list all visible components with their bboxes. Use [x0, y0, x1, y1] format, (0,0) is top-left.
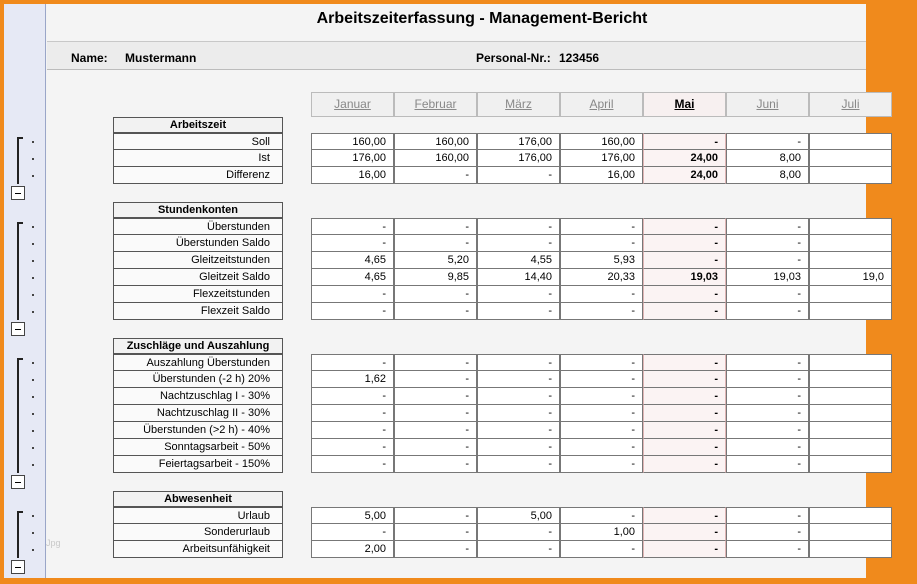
row-label: Nachtzuschlag II - 30% — [113, 405, 283, 422]
value-cell[interactable]: - — [643, 405, 726, 422]
outline-gutter — [4, 4, 46, 578]
report-window — [4, 4, 884, 578]
value-cell[interactable]: - — [311, 405, 394, 422]
value-cell[interactable] — [809, 252, 892, 269]
value-cell[interactable]: - — [726, 405, 809, 422]
value-cell[interactable]: - — [311, 524, 394, 541]
value-cell[interactable]: - — [477, 422, 560, 439]
row-dot — [32, 396, 34, 398]
row-label: Gleitzeit Saldo — [113, 269, 283, 286]
value-cell[interactable]: - — [311, 388, 394, 405]
month-header[interactable]: Juli — [809, 92, 892, 117]
value-cell[interactable]: - — [394, 167, 477, 184]
value-cell[interactable]: - — [643, 456, 726, 473]
group-bracket-tick — [17, 511, 23, 513]
report-title: Arbeitszeiterfassung - Management-Bericht — [316, 10, 648, 27]
row-dot — [32, 532, 34, 534]
row-label: Nachtzuschlag I - 30% — [113, 388, 283, 405]
value-cell[interactable]: - — [477, 354, 560, 371]
value-cell[interactable]: - — [311, 422, 394, 439]
value-cell[interactable]: - — [477, 167, 560, 184]
value-cell[interactable]: - — [726, 456, 809, 473]
value-cell[interactable]: - — [560, 439, 643, 456]
value-cell[interactable]: - — [560, 456, 643, 473]
value-cell[interactable]: 176,00 — [477, 150, 560, 167]
value-cell[interactable]: - — [394, 286, 477, 303]
row-dot — [32, 175, 34, 177]
value-cell[interactable]: - — [394, 235, 477, 252]
value-cell[interactable]: - — [726, 133, 809, 150]
value-cell[interactable]: 1,62 — [311, 371, 394, 388]
value-cell[interactable]: - — [726, 388, 809, 405]
group-bracket-tick — [17, 137, 23, 139]
value-cell[interactable]: - — [643, 133, 726, 150]
value-cell[interactable] — [809, 235, 892, 252]
row-label: Ist — [113, 150, 283, 167]
month-header[interactable]: Februar — [394, 92, 477, 117]
value-cell[interactable]: - — [394, 456, 477, 473]
value-cell[interactable]: - — [726, 354, 809, 371]
value-cell[interactable]: 4,65 — [311, 252, 394, 269]
value-cell[interactable] — [809, 541, 892, 558]
row-label: Flexzeitstunden — [113, 286, 283, 303]
row-dot — [32, 379, 34, 381]
value-cell[interactable]: 176,00 — [477, 133, 560, 150]
value-cell[interactable]: - — [726, 422, 809, 439]
value-cell[interactable]: - — [311, 286, 394, 303]
value-cell[interactable]: - — [560, 354, 643, 371]
row-dot — [32, 311, 34, 313]
row-dot — [32, 294, 34, 296]
value-cell[interactable]: - — [394, 439, 477, 456]
value-cell[interactable] — [809, 286, 892, 303]
value-cell[interactable]: 5,00 — [311, 507, 394, 524]
row-dot — [32, 260, 34, 262]
row-label: Gleitzeitstunden — [113, 252, 283, 269]
value-cell[interactable]: 1,00 — [560, 524, 643, 541]
row-label: Überstunden (-2 h) 20% — [113, 371, 283, 388]
value-cell[interactable]: - — [560, 541, 643, 558]
value-cell[interactable]: - — [560, 286, 643, 303]
value-cell[interactable]: - — [643, 303, 726, 320]
row-label: Auszahlung Überstunden — [113, 354, 283, 371]
value-cell[interactable]: - — [394, 405, 477, 422]
value-cell[interactable]: - — [477, 388, 560, 405]
value-cell[interactable]: - — [643, 507, 726, 524]
value-cell[interactable]: 8,00 — [726, 167, 809, 184]
value-cell[interactable]: 24,00 — [643, 167, 726, 184]
value-cell[interactable]: - — [394, 507, 477, 524]
section-title: Stundenkonten — [113, 202, 283, 218]
collapse-group-button[interactable] — [11, 186, 25, 200]
personal-nr-value: 123456 — [559, 51, 600, 65]
value-cell[interactable]: 160,00 — [394, 133, 477, 150]
row-label: Differenz — [113, 167, 283, 184]
value-cell[interactable] — [809, 150, 892, 167]
group-bracket-tick — [17, 358, 23, 360]
value-cell[interactable]: - — [477, 371, 560, 388]
value-cell[interactable] — [809, 524, 892, 541]
value-cell[interactable]: 2,00 — [311, 541, 394, 558]
value-cell[interactable]: - — [560, 371, 643, 388]
value-cell[interactable]: 16,00 — [560, 167, 643, 184]
month-header[interactable]: Juni — [726, 92, 809, 117]
group-bracket — [17, 511, 19, 558]
watermark: Jpg — [46, 538, 61, 548]
value-cell[interactable] — [809, 422, 892, 439]
section-title: Arbeitszeit — [113, 117, 283, 133]
value-cell[interactable]: - — [477, 286, 560, 303]
value-cell[interactable]: - — [394, 541, 477, 558]
value-cell[interactable]: - — [477, 405, 560, 422]
row-dot — [32, 413, 34, 415]
group-bracket — [17, 222, 19, 320]
value-cell[interactable]: - — [726, 524, 809, 541]
value-cell[interactable]: - — [477, 439, 560, 456]
value-cell[interactable]: - — [477, 524, 560, 541]
value-cell[interactable]: - — [394, 303, 477, 320]
row-label: Soll — [113, 133, 283, 150]
group-bracket — [17, 137, 19, 184]
value-cell[interactable]: - — [477, 303, 560, 320]
value-cell[interactable]: - — [726, 303, 809, 320]
value-cell[interactable]: - — [726, 371, 809, 388]
name-label: Name: — [71, 51, 108, 65]
value-cell[interactable]: 5,00 — [477, 507, 560, 524]
value-cell[interactable] — [809, 133, 892, 150]
value-cell[interactable]: - — [643, 354, 726, 371]
group-bracket — [17, 358, 19, 473]
value-cell[interactable]: 8,00 — [726, 150, 809, 167]
value-cell[interactable]: - — [726, 218, 809, 235]
row-label: Sonntagsarbeit - 50% — [113, 439, 283, 456]
value-cell[interactable]: - — [394, 218, 477, 235]
value-cell[interactable]: - — [311, 456, 394, 473]
row-dot — [32, 158, 34, 160]
collapse-group-button[interactable] — [11, 475, 25, 489]
row-label: Überstunden — [113, 218, 283, 235]
value-cell[interactable]: - — [394, 354, 477, 371]
value-cell[interactable] — [809, 354, 892, 371]
section-title: Abwesenheit — [113, 491, 283, 507]
value-cell[interactable] — [809, 456, 892, 473]
value-cell[interactable]: - — [311, 439, 394, 456]
row-dot — [32, 549, 34, 551]
value-cell[interactable] — [809, 405, 892, 422]
value-cell[interactable]: 19,03 — [726, 269, 809, 286]
value-cell[interactable]: - — [643, 218, 726, 235]
month-header[interactable]: Mai — [643, 92, 726, 117]
collapse-group-button[interactable] — [11, 560, 25, 574]
value-cell[interactable]: - — [477, 235, 560, 252]
value-cell[interactable]: - — [394, 524, 477, 541]
value-cell[interactable]: - — [726, 286, 809, 303]
value-cell[interactable]: 4,65 — [311, 269, 394, 286]
row-dot — [32, 464, 34, 466]
row-label: Flexzeit Saldo — [113, 303, 283, 320]
value-cell[interactable]: - — [560, 235, 643, 252]
month-header[interactable]: März — [477, 92, 560, 117]
name-value: Mustermann — [125, 51, 197, 65]
value-cell[interactable] — [809, 388, 892, 405]
section-title: Zuschläge und Auszahlung — [113, 338, 283, 354]
row-label: Überstunden Saldo — [113, 235, 283, 252]
value-cell[interactable]: 4,55 — [477, 252, 560, 269]
value-cell[interactable]: - — [560, 388, 643, 405]
row-dot — [32, 226, 34, 228]
row-dot — [32, 447, 34, 449]
value-cell[interactable]: - — [643, 541, 726, 558]
row-dot — [32, 277, 34, 279]
value-cell[interactable]: 160,00 — [560, 133, 643, 150]
value-cell[interactable]: - — [560, 507, 643, 524]
value-cell[interactable]: 19,03 — [643, 269, 726, 286]
value-cell[interactable]: 24,00 — [643, 150, 726, 167]
value-cell[interactable]: - — [477, 218, 560, 235]
personal-nr-label: Personal-Nr.: — [476, 51, 551, 65]
row-label: Überstunden (>2 h) - 40% — [113, 422, 283, 439]
group-bracket-tick — [17, 222, 23, 224]
value-cell[interactable]: - — [726, 235, 809, 252]
month-header[interactable]: Januar — [311, 92, 394, 117]
value-cell[interactable]: 176,00 — [311, 150, 394, 167]
row-label: Feiertagsarbeit - 150% — [113, 456, 283, 473]
value-cell[interactable]: - — [394, 422, 477, 439]
row-dot — [32, 141, 34, 143]
row-dot — [32, 515, 34, 517]
value-cell[interactable]: - — [643, 371, 726, 388]
value-cell[interactable]: - — [726, 541, 809, 558]
row-dot — [32, 430, 34, 432]
value-cell[interactable]: 176,00 — [560, 150, 643, 167]
value-cell[interactable]: - — [560, 303, 643, 320]
row-dot — [32, 243, 34, 245]
value-cell[interactable]: 20,33 — [560, 269, 643, 286]
value-cell[interactable] — [809, 507, 892, 524]
value-cell[interactable]: - — [726, 252, 809, 269]
value-cell[interactable]: - — [560, 218, 643, 235]
value-cell[interactable]: - — [726, 439, 809, 456]
value-cell[interactable]: 160,00 — [394, 150, 477, 167]
month-header[interactable]: April — [560, 92, 643, 117]
value-cell[interactable]: 14,40 — [477, 269, 560, 286]
value-cell[interactable]: - — [643, 388, 726, 405]
value-cell[interactable]: - — [643, 286, 726, 303]
value-cell[interactable]: - — [643, 524, 726, 541]
value-cell[interactable]: - — [394, 388, 477, 405]
value-cell[interactable]: - — [726, 507, 809, 524]
value-cell[interactable] — [809, 303, 892, 320]
value-cell[interactable]: - — [643, 439, 726, 456]
value-cell[interactable] — [809, 218, 892, 235]
value-cell[interactable] — [809, 167, 892, 184]
value-cell[interactable]: - — [311, 354, 394, 371]
value-cell[interactable]: - — [643, 422, 726, 439]
worksheet — [47, 4, 884, 578]
value-cell[interactable]: 5,93 — [560, 252, 643, 269]
value-cell[interactable]: - — [643, 252, 726, 269]
value-cell[interactable]: 9,85 — [394, 269, 477, 286]
row-label: Urlaub — [113, 507, 283, 524]
value-cell[interactable]: 5,20 — [394, 252, 477, 269]
value-cell[interactable]: - — [560, 422, 643, 439]
value-cell[interactable]: - — [394, 371, 477, 388]
value-cell[interactable] — [809, 439, 892, 456]
value-cell[interactable]: - — [311, 218, 394, 235]
value-cell[interactable]: - — [643, 235, 726, 252]
value-cell[interactable]: - — [477, 456, 560, 473]
value-cell[interactable]: - — [560, 405, 643, 422]
value-cell[interactable]: 19,0 — [809, 269, 892, 286]
value-cell[interactable]: 16,00 — [311, 167, 394, 184]
row-label: Sonderurlaub — [113, 524, 283, 541]
value-cell[interactable]: - — [311, 303, 394, 320]
value-cell[interactable] — [809, 371, 892, 388]
value-cell[interactable]: - — [311, 235, 394, 252]
row-dot — [32, 362, 34, 364]
employee-info-bar — [47, 42, 866, 70]
collapse-group-button[interactable] — [11, 322, 25, 336]
value-cell[interactable]: 160,00 — [311, 133, 394, 150]
row-label: Arbeitsunfähigkeit — [113, 541, 283, 558]
value-cell[interactable]: - — [477, 541, 560, 558]
